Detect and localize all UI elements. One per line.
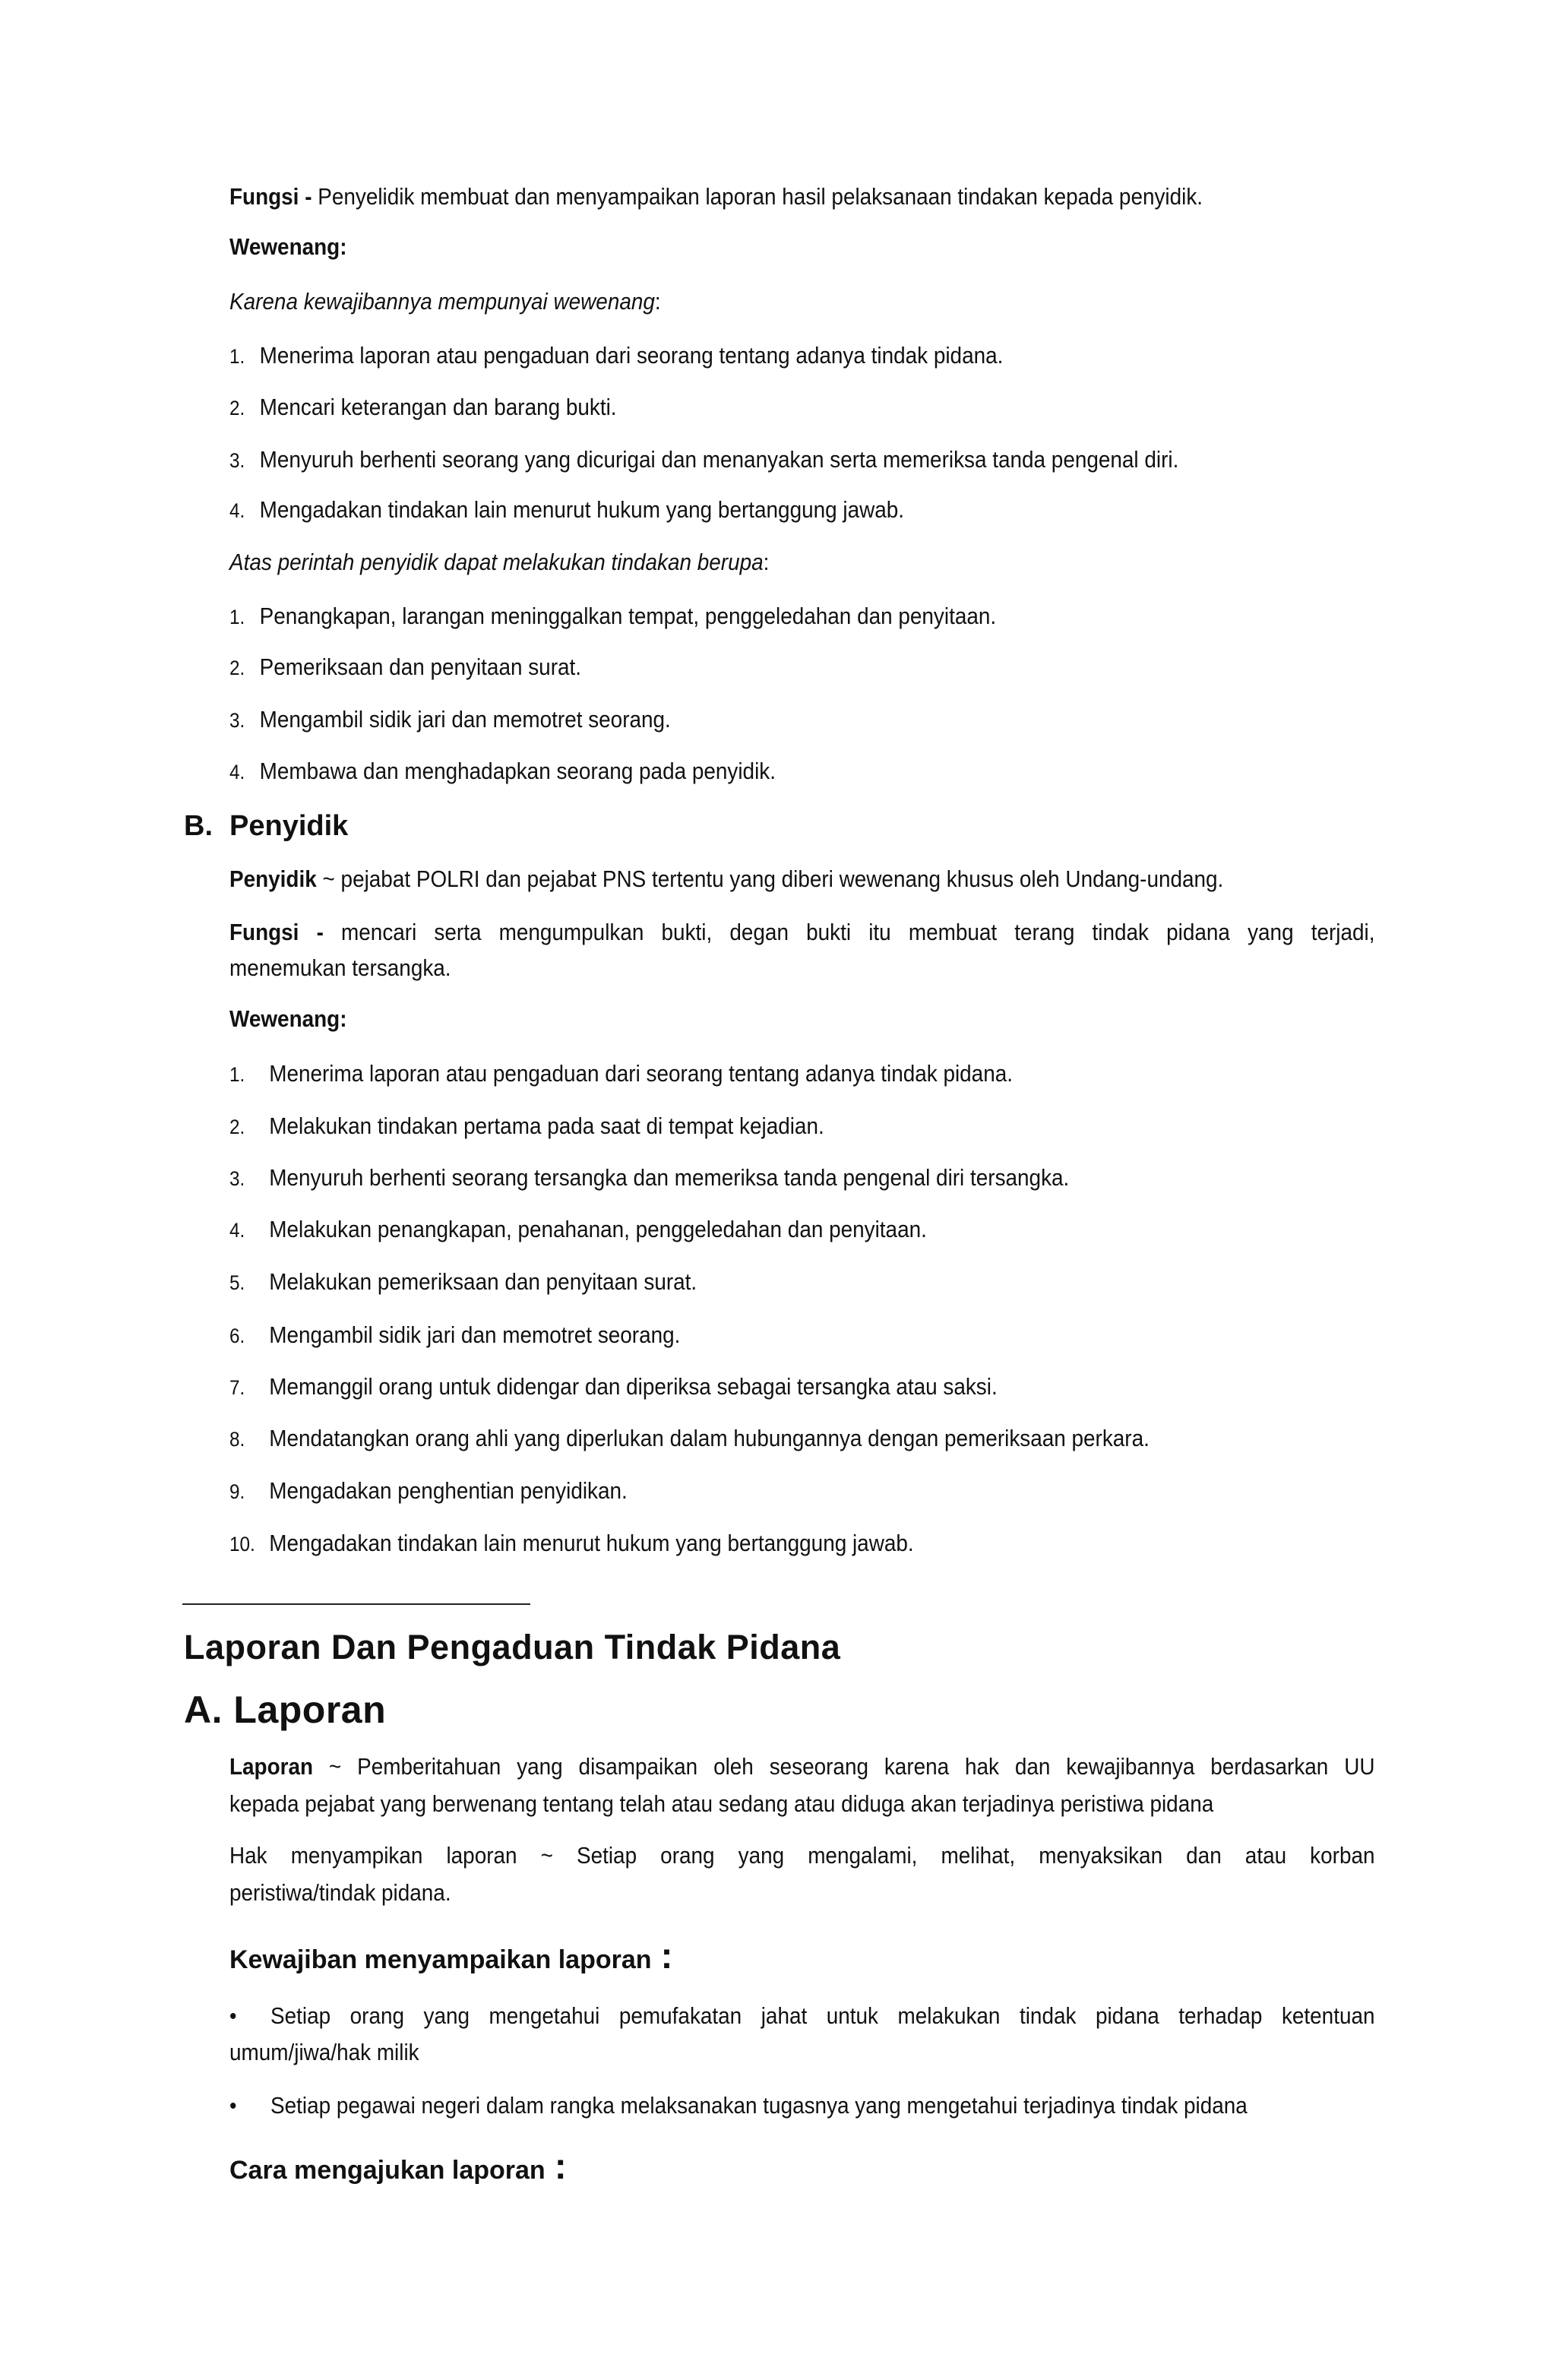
list-item: 3. Mengambil sidik jari dan memotret seorang. [229, 706, 671, 733]
section-divider [182, 1603, 530, 1605]
hak-line-2: peristiwa/tindak pidana. [229, 1879, 451, 1906]
penyelidik-fungsi: Fungsi - Penyelidik membuat dan menyampaikan laporan hasil pelaksanaan tindakan kepada penyidik. [229, 183, 1203, 210]
laporan-definition-line-2: kepada pejabat yang berwenang tentang telah atau sedang atau diduga akan terjadinya peristiwa pidana [229, 1790, 1214, 1817]
penyelidik-intro-2: Atas perintah penyidik dapat melakukan tindakan berupa: [229, 549, 770, 575]
list-item: 2. Mencari keterangan dan barang bukti. [229, 394, 617, 420]
laporan-heading: A. Laporan [184, 1688, 387, 1731]
list-item-continuation: umum/jiwa/hak milik [229, 2039, 419, 2065]
cara-heading: Cara mengajukan laporan : [229, 2147, 567, 2187]
list-item: 5. Melakukan pemeriksaan dan penyitaan surat. [229, 1268, 697, 1295]
penyidik-fungsi-line-1: Fungsi - mencari serta mengumpulkan bukti, degan bukti itu membuat terang tindak pidana yang terjadi, [229, 919, 1375, 945]
list-item: 4. Melakukan penangkapan, penahanan, penggeledahan dan penyitaan. [229, 1216, 927, 1242]
list-item: 6. Mengambil sidik jari dan memotret seorang. [229, 1321, 681, 1348]
list-item: 2. Pemeriksaan dan penyitaan surat. [229, 654, 582, 680]
penyidik-definition: Penyidik ~ pejabat POLRI dan pejabat PNS tertentu yang diberi wewenang khusus oleh Undang-undang. [229, 866, 1224, 892]
penyidik-fungsi-line-2: menemukan tersangka. [229, 954, 451, 981]
list-item: 7. Memanggil orang untuk didengar dan diperiksa sebagai tersangka atau saksi. [229, 1373, 998, 1400]
list-item: 1. Penangkapan, larangan meninggalkan tempat, penggeledahan dan penyitaan. [229, 603, 997, 629]
list-item: 1. Menerima laporan atau pengaduan dari seorang tentang adanya tindak pidana. [229, 1060, 1013, 1087]
laporan-definition-line-1: Laporan ~ Pemberitahuan yang disampaikan oleh seseorang karena hak dan kewajibannya berdasarkan UU [229, 1753, 1375, 1780]
kewajiban-heading: Kewajiban menyampaikan laporan : [229, 1936, 673, 1976]
list-item: 4. Mengadakan tindakan lain menurut hukum yang bertanggung jawab. [229, 496, 905, 523]
list-item: 9. Mengadakan penghentian penyidikan. [229, 1477, 628, 1504]
penyidik-heading: B. Penyidik [184, 810, 349, 842]
penyidik-wewenang-label: Wewenang: [229, 1005, 347, 1032]
penyelidik-wewenang-label: Wewenang: [229, 233, 347, 260]
list-item: 2. Melakukan tindakan pertama pada saat di tempat kejadian. [229, 1112, 824, 1139]
list-item: • Setiap orang yang mengetahui pemufakatan jahat untuk melakukan tindak pidana terhadap ketentuan [229, 2002, 1375, 2029]
hak-line-1: Hak menyampikan laporan ~ Setiap orang yang mengalami, melihat, menyaksikan dan atau korban [229, 1842, 1375, 1869]
penyelidik-intro-1: Karena kewajibannya mempunyai wewenang: [229, 288, 661, 315]
section-title: Laporan Dan Pengaduan Tindak Pidana [184, 1628, 841, 1666]
list-item: 8. Mendatangkan orang ahli yang diperlukan dalam hubungannya dengan pemeriksaan perkara. [229, 1425, 1150, 1451]
list-item: 3. Menyuruh berhenti seorang yang dicurigai dan menanyakan serta memeriksa tanda pengenal diri. [229, 446, 1179, 473]
list-item: 4. Membawa dan menghadapkan seorang pada penyidik. [229, 758, 776, 784]
list-item: • Setiap pegawai negeri dalam rangka melaksanakan tugasnya yang mengetahui terjadinya tindak pidana [229, 2092, 1248, 2119]
list-item: 3. Menyuruh berhenti seorang tersangka dan memeriksa tanda pengenal diri tersangka. [229, 1164, 1070, 1191]
list-item: 10. Mengadakan tindakan lain menurut hukum yang bertanggung jawab. [229, 1530, 914, 1556]
list-item: 1. Menerima laporan atau pengaduan dari seorang tentang adanya tindak pidana. [229, 342, 1004, 369]
